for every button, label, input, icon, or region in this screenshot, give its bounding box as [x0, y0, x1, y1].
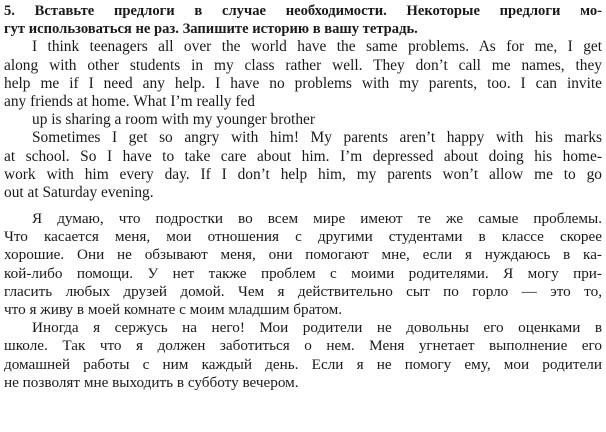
- russian-line: кой-либо помощи. У нет также проблем с моими родителями. Я могу при-: [4, 264, 602, 282]
- english-line: Sometimes I get so angry with him! My parents aren’t happy with his marks: [32, 129, 602, 147]
- english-line: help me if I need any help. I have no problems with my parents, too. I can invite: [4, 74, 602, 92]
- english-line: work with him every day. If I don’t help him, my parents won’t allow me to go: [4, 165, 602, 183]
- english-line: out at Saturday evening.: [4, 183, 154, 201]
- english-story: [4, 38, 602, 202]
- russian-line: хорошие. Они не обзывают меня, они помогают мне, если я нуждаюсь в ка-: [4, 246, 602, 264]
- task-heading-line-1: 5. Вставьте предлоги в случае необходимости. Некоторые предлоги мо-: [4, 3, 602, 19]
- russian-line: домашней работы с ним каждый день. Если я не помогу ему, мои родители: [4, 355, 602, 373]
- english-line: along with other students in my class rather well. They don’t call me names, they: [4, 56, 602, 74]
- english-line: at school. So I have to take care about him. I’m depressed about doing his home-: [4, 147, 602, 165]
- russian-line: Что касается меня, мои отношения с другими студентами в классе скорее: [4, 228, 602, 246]
- english-line: any friends at home. What I’m really fed: [4, 92, 255, 110]
- russian-line: гласить любых друзей домой. Чем я действительно сыт по горло — это то,: [4, 282, 602, 300]
- section-gap: [4, 202, 602, 210]
- russian-line: что я живу в моей комнате с моим младшим братом.: [4, 301, 343, 318]
- textbook-page: [4, 2, 602, 392]
- russian-translation: [4, 210, 602, 392]
- russian-line: школе. Так что я должен заботиться о нем. Меня угнетает выполнение его: [4, 337, 602, 355]
- english-line: up is sharing a room with my younger brother: [32, 111, 315, 129]
- russian-line: не позволят мне выходить в субботу вечером.: [4, 373, 299, 391]
- task-heading-line-2: гут использоваться не раз. Запишите историю в вашу тетрадь.: [4, 21, 418, 38]
- english-line: I think teenagers all over the world have the same problems. As for me, I get: [32, 38, 602, 56]
- russian-line: Иногда я сержусь на него! Мои родители не довольны его оценками в: [32, 319, 602, 337]
- russian-line: Я думаю, что подростки во всем мире имеют те же самые проблемы.: [32, 210, 602, 228]
